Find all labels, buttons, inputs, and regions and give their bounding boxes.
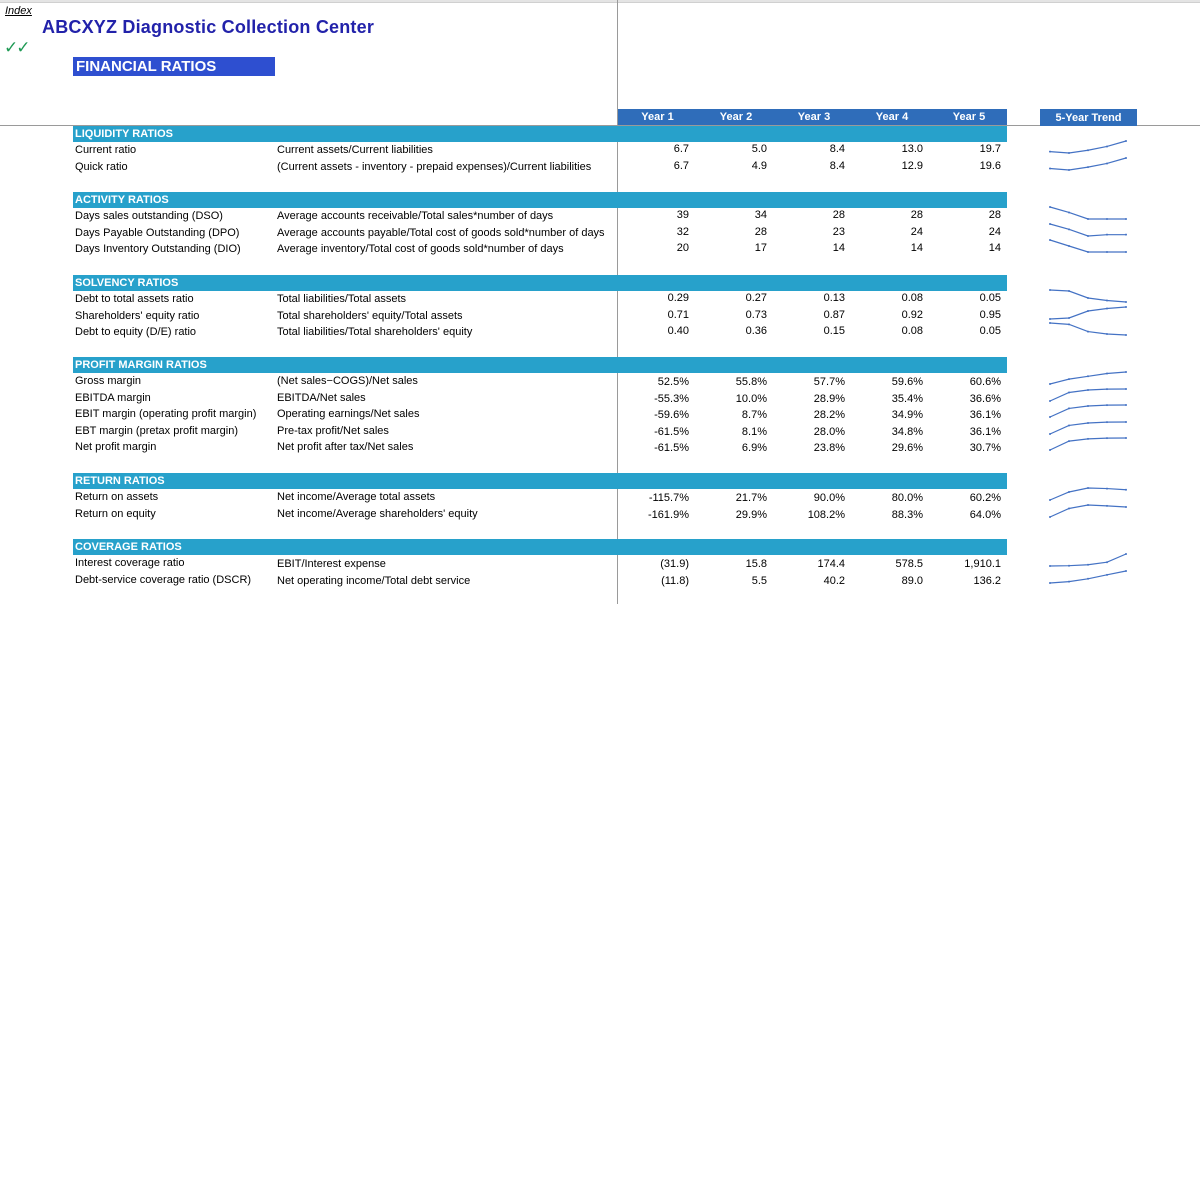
value-cell-year-2[interactable]: 0.73 [745, 308, 767, 321]
value-cell-year-3[interactable]: 28.0% [813, 425, 845, 438]
value-cell-year-4[interactable]: 14 [910, 242, 923, 254]
value-cell-year-5[interactable]: 0.05 [979, 292, 1001, 304]
checkmark-icon: ✓✓ [4, 38, 29, 57]
year-header-4: Year 4 [853, 109, 931, 125]
trend-header: 5-Year Trend [1040, 109, 1137, 126]
value-cell-year-1[interactable]: 6.7 [673, 159, 689, 172]
ratio-label: Interest coverage ratio [75, 557, 185, 569]
ratio-label: Days sales outstanding (DSO) [75, 210, 223, 222]
section-header-coverage-ratios: COVERAGE RATIOS [73, 539, 1007, 555]
value-cell-year-2[interactable]: 29.9% [735, 508, 767, 521]
value-cell-year-2[interactable]: 55.8% [735, 376, 767, 388]
ratio-formula: Net profit after tax/Net sales [277, 441, 414, 453]
value-cell-year-3[interactable]: 0.87 [823, 308, 845, 321]
value-cell-year-2[interactable]: 5.0 [751, 143, 767, 155]
value-cell-year-5[interactable]: 19.7 [979, 143, 1001, 155]
value-cell-year-4[interactable]: 0.08 [901, 292, 923, 304]
ratio-formula: EBIT/Interest expense [277, 558, 386, 570]
ratio-formula: EBITDA/Net sales [277, 391, 366, 404]
ratio-label: Days Inventory Outstanding (DIO) [75, 243, 241, 255]
value-cell-year-2[interactable]: 10.0% [735, 392, 767, 405]
sheet-title: FINANCIAL RATIOS [73, 57, 275, 76]
grid-top-edge [0, 0, 1200, 3]
sparkline-trend-chart [1048, 222, 1128, 238]
value-cell-year-2[interactable]: 17 [754, 242, 767, 254]
value-cell-year-5[interactable]: 0.95 [979, 308, 1001, 321]
section-header-activity-ratios: ACTIVITY RATIOS [73, 192, 1007, 208]
value-cell-year-3[interactable]: 90.0% [813, 492, 845, 504]
value-cell-year-1[interactable]: 20 [676, 242, 689, 254]
value-cell-year-3[interactable]: 57.7% [813, 376, 845, 388]
ratio-label: Days Payable Outstanding (DPO) [75, 226, 240, 239]
ratio-label: Debt to equity (D/E) ratio [75, 326, 197, 338]
value-cell-year-5[interactable]: 36.1% [969, 409, 1001, 421]
value-cell-year-1[interactable]: -115.7% [648, 492, 689, 504]
value-cell-year-4[interactable]: 34.8% [891, 425, 923, 438]
ratio-label: Gross margin [75, 375, 142, 387]
value-cell-year-3[interactable]: 28 [832, 209, 845, 221]
ratio-formula: Current assets/Current liabilities [277, 144, 433, 156]
value-cell-year-5[interactable]: 60.2% [969, 492, 1001, 504]
value-cell-year-5[interactable]: 60.6% [969, 376, 1001, 388]
year-header-3: Year 3 [775, 109, 853, 125]
value-cell-year-3[interactable]: 28.9% [813, 392, 845, 405]
ratio-label: Shareholders' equity ratio [75, 309, 200, 322]
value-cell-year-5[interactable]: 28 [988, 209, 1001, 221]
value-cell-year-5[interactable]: 0.05 [979, 325, 1001, 337]
value-cell-year-1[interactable]: -61.5% [654, 425, 689, 438]
ratio-formula: Total liabilities/Total assets [277, 293, 407, 305]
value-cell-year-3[interactable]: 8.4 [829, 143, 845, 155]
value-cell-year-5[interactable]: 30.7% [969, 442, 1001, 454]
value-cell-year-5[interactable]: 19.6 [979, 159, 1001, 172]
value-cell-year-3[interactable]: 0.13 [823, 292, 845, 304]
value-cell-year-3[interactable]: 174.4 [817, 558, 845, 570]
value-cell-year-5[interactable]: 36.6% [969, 392, 1001, 405]
value-cell-year-2[interactable]: 8.7% [741, 409, 767, 421]
ratio-formula: (Current assets - inventory - prepaid expenses)/Current liabilities [277, 160, 592, 173]
value-cell-year-4[interactable]: 578.5 [895, 558, 923, 570]
value-cell-year-3[interactable]: 40.2 [823, 574, 845, 587]
value-cell-year-4[interactable]: 88.3% [891, 508, 923, 521]
year-header-1: Year 1 [618, 109, 697, 125]
ratio-formula: Operating earnings/Net sales [277, 408, 420, 420]
value-cell-year-4[interactable]: 34.9% [891, 409, 923, 421]
value-cell-year-4[interactable]: 12.9 [901, 159, 923, 172]
section-header-return-ratios: RETURN RATIOS [73, 473, 1007, 489]
value-cell-year-5[interactable]: 64.0% [969, 508, 1001, 521]
sparkline-trend-chart [1048, 387, 1128, 403]
value-cell-year-5[interactable]: 1,910.1 [964, 558, 1001, 570]
ratio-label: Quick ratio [75, 160, 128, 173]
value-cell-year-3[interactable]: 23 [832, 225, 845, 238]
sparkline-trend-chart [1048, 139, 1128, 155]
value-cell-year-1[interactable]: -59.6% [654, 409, 689, 421]
sparkline-trend-chart [1048, 436, 1128, 452]
year-header-5: Year 5 [931, 109, 1007, 125]
section-header-profit-margin-ratios: PROFIT MARGIN RATIOS [73, 357, 1007, 373]
value-cell-year-3[interactable]: 8.4 [829, 159, 845, 172]
value-cell-year-1[interactable]: (31.9) [660, 558, 689, 570]
value-cell-year-1[interactable]: (11.8) [661, 574, 689, 587]
value-cell-year-4[interactable]: 0.92 [901, 308, 923, 321]
value-cell-year-1[interactable]: 0.71 [667, 308, 689, 321]
ratio-formula: Average accounts payable/Total cost of goods sold*number of days [277, 226, 605, 239]
value-cell-year-4[interactable]: 59.6% [891, 376, 923, 388]
ratio-formula: (Net sales−COGS)/Net sales [277, 375, 418, 387]
ratio-label: EBITDA margin [75, 391, 151, 404]
sparkline-trend-chart [1048, 486, 1128, 502]
ratio-formula: Total shareholders' equity/Total assets [277, 309, 463, 322]
ratio-formula: Net operating income/Total debt service [277, 574, 471, 587]
value-cell-year-4[interactable]: 89.0 [901, 574, 923, 587]
ratio-label: Return on equity [75, 507, 156, 520]
value-cell-year-3[interactable]: 28.2% [813, 409, 845, 421]
value-cell-year-2[interactable]: 4.9 [751, 159, 767, 172]
value-cell-year-2[interactable]: 5.5 [751, 574, 767, 587]
value-cell-year-4[interactable]: 28 [910, 209, 923, 221]
sparkline-trend-chart [1048, 156, 1128, 172]
sparkline-trend-chart [1048, 403, 1128, 419]
value-cell-year-2[interactable]: 6.9% [741, 442, 767, 454]
sparkline-trend-chart [1048, 503, 1128, 519]
sparkline-trend-chart [1048, 420, 1128, 436]
ratio-formula: Net income/Average total assets [277, 491, 436, 503]
sparkline-trend-chart [1048, 552, 1128, 568]
section-header-liquidity-ratios: LIQUIDITY RATIOS [73, 126, 1007, 142]
value-cell-year-3[interactable]: 108.2% [807, 508, 845, 521]
value-cell-year-4[interactable]: 0.08 [901, 325, 923, 337]
ratio-label: Return on assets [75, 491, 159, 503]
value-cell-year-2[interactable]: 0.36 [745, 325, 767, 337]
index-link[interactable]: Index [5, 5, 32, 17]
value-cell-year-2[interactable]: 21.7% [735, 492, 767, 504]
ratio-formula: Average accounts receivable/Total sales*number of days [277, 210, 554, 222]
freeze-pane-vertical [617, 0, 618, 604]
value-cell-year-5[interactable]: 36.1% [969, 425, 1001, 438]
sparkline-trend-chart [1048, 569, 1128, 585]
value-cell-year-5[interactable]: 24 [988, 225, 1001, 238]
ratio-label: EBIT margin (operating profit margin) [75, 408, 257, 420]
value-cell-year-1[interactable]: -161.9% [648, 508, 689, 521]
value-cell-year-2[interactable]: 34 [754, 209, 767, 221]
value-cell-year-2[interactable]: 15.8 [745, 558, 767, 570]
value-cell-year-4[interactable]: 35.4% [891, 392, 923, 405]
sparkline-trend-chart [1048, 205, 1128, 221]
company-title: ABCXYZ Diagnostic Collection Center [42, 17, 375, 37]
value-cell-year-5[interactable]: 14 [988, 242, 1001, 254]
ratio-formula: Pre-tax profit/Net sales [277, 424, 389, 437]
ratio-label: Net profit margin [75, 441, 157, 453]
sparkline-trend-chart [1048, 370, 1128, 386]
value-cell-year-3[interactable]: 14 [832, 242, 845, 254]
ratio-label: Debt to total assets ratio [75, 293, 194, 305]
ratio-label: Current ratio [75, 144, 137, 156]
sparkline-trend-chart [1048, 321, 1128, 337]
value-cell-year-1[interactable]: -55.3% [654, 392, 689, 405]
value-cell-year-1[interactable]: 52.5% [657, 376, 689, 388]
value-cell-year-2[interactable]: 0.27 [745, 292, 767, 304]
value-cell-year-1[interactable]: -61.5% [654, 442, 689, 454]
value-cell-year-1[interactable]: 6.7 [673, 143, 689, 155]
sparkline-trend-chart [1048, 305, 1128, 321]
value-cell-year-1[interactable]: 0.29 [667, 292, 689, 304]
value-cell-year-5[interactable]: 136.2 [973, 574, 1001, 587]
value-cell-year-2[interactable]: 8.1% [741, 425, 767, 438]
value-cell-year-4[interactable]: 13.0 [901, 143, 923, 155]
value-cell-year-4[interactable]: 24 [910, 225, 923, 238]
value-cell-year-4[interactable]: 80.0% [891, 492, 923, 504]
ratio-label: EBT margin (pretax profit margin) [75, 424, 239, 437]
value-cell-year-2[interactable]: 28 [754, 225, 767, 238]
section-header-solvency-ratios: SOLVENCY RATIOS [73, 275, 1007, 291]
ratio-formula: Total liabilities/Total shareholders' equity [277, 326, 473, 338]
sparkline-trend-chart [1048, 288, 1128, 304]
year-header-2: Year 2 [697, 109, 775, 125]
value-cell-year-1[interactable]: 39 [676, 209, 689, 221]
sparkline-trend-chart [1048, 238, 1128, 254]
value-cell-year-4[interactable]: 29.6% [891, 442, 923, 454]
value-cell-year-1[interactable]: 32 [676, 225, 689, 238]
value-cell-year-3[interactable]: 23.8% [813, 442, 845, 454]
ratio-label: Debt-service coverage ratio (DSCR) [75, 573, 252, 586]
ratio-formula: Net income/Average shareholders' equity [277, 507, 478, 520]
ratio-formula: Average inventory/Total cost of goods sold*number of days [277, 243, 564, 255]
value-cell-year-1[interactable]: 0.40 [667, 325, 689, 337]
value-cell-year-3[interactable]: 0.15 [823, 325, 845, 337]
